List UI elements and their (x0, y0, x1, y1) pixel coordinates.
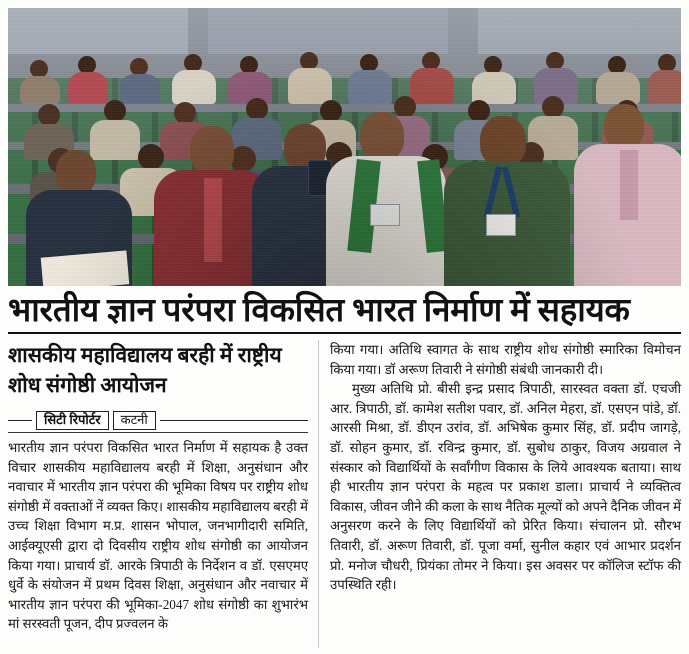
body-column-left (8, 438, 308, 634)
body-paragraph-right-2: मुख्य अतिथि प्रो. बीसी इन्द्र प्रसाद त्रिपाठी, सारस्वत वक्ता डॉ. एचजी आर. त्रिपाठी, डॉ. कामेश सतीश पवार, डॉ. अनिल मेहरा, डॉ. एसएन पांडे, डॉ. आरसी मिश्रा, डॉ. डीएन उरांव, डॉ. अभिषेक कुमार सिंह, डॉ. प्रदीप जागड़े, डॉ. सोहन कुमार, डॉ. रविन्द्र कुमार, डॉ. सुबोध ठाकुर, विजय अग्रवाल ने संस्कार को विद्यार्थियों के सर्वांगीण विकास के लिये आवश्यक बताया। साथ ही भारतीय ज्ञान परंपरा के महत्व पर प्रकाश डाला। प्राचार्य ने व्यक्तित्व विकास, जीवन जीने की कला के साथ नैतिक मूल्यों को अपने दैनिक जीवन में अनुसरण करने के लिए विद्यार्थियों को प्रेरित किया। संचालन प्रो. सौरभ तिवारी, डॉ. अरूण तिवारी, डॉ. पूजा वर्मा, सुनील कहार एवं आभार प्रदर्शन प्रो. मनोज चौधरी, प्रियंका तोमर ने किया। इस अवसर पर कॉलिज स्टॉफ की उपस्थिति रही। (330, 381, 681, 593)
body-paragraph-right-1: किया गया। अतिथि स्वागत के साथ राष्ट्रीय शोध संगोष्ठी स्मारिका विमोचन किया गया। डॉ अरूण तिवारी ने संगोष्ठी संबंधी जानकारी दी। (330, 342, 681, 377)
subhead: शासकीय महाविद्यालय बरही में राष्ट्रीय शोध संगोष्ठी आयोजन (8, 343, 282, 397)
headline-rule (8, 332, 681, 334)
stage-banner-center (208, 8, 448, 54)
news-photo (8, 8, 681, 286)
page-title: भारतीय ज्ञान परंपरा विकसित भारत निर्माण में सहायक (8, 293, 630, 329)
body-paragraph-left: भारतीय ज्ञान परंपरा विकसित भारत निर्माण में सहायक है उक्त विचार शासकीय महाविद्यालय बरही में शिक्षा, अनुसंधान और नवाचार में भारतीय ज्ञान परंपरा की भूमिका विषय पर राष्ट्रीय शोध संगोष्ठी में वक्ताओं नें व्यक्त किए। शासकीय महाविद्यालय बरही में उच्च शिक्षा विभाग म.प्र. शासन भोपाल, जनभागीदारी समिति, आईक्यूएसी द्वारा दो दिवसीय राष्ट्रीय शोध संगोष्ठी का आयोजन किया गया। प्राचार्य डॉ. आरके त्रिपाठी के निर्देशन व डॉ. एसएमए धुर्वे के संयोजन में प्रथम दिवस शिक्षा, अनुसंधान और नवाचार में भारतीय ज्ञान परंपरा की भूमिका-2047 शोध संगोष्ठी का शुभारंभ मां सरस्वती पूजन, दीप प्रज्वलन के (8, 440, 308, 632)
stage-banner-left (8, 8, 188, 54)
byline (8, 410, 308, 430)
byline-reporter-tag: सिटी रिपोर्टर (36, 411, 109, 430)
left-column-top-rule (8, 432, 308, 433)
byline-rule-left (8, 420, 32, 421)
column-divider (318, 340, 319, 648)
stage-banner-right (478, 8, 681, 54)
byline-city-tag: कटनी (113, 411, 156, 430)
body-column-right (330, 340, 681, 595)
chair-row-1 (8, 78, 681, 104)
byline-rule-right (160, 420, 308, 421)
